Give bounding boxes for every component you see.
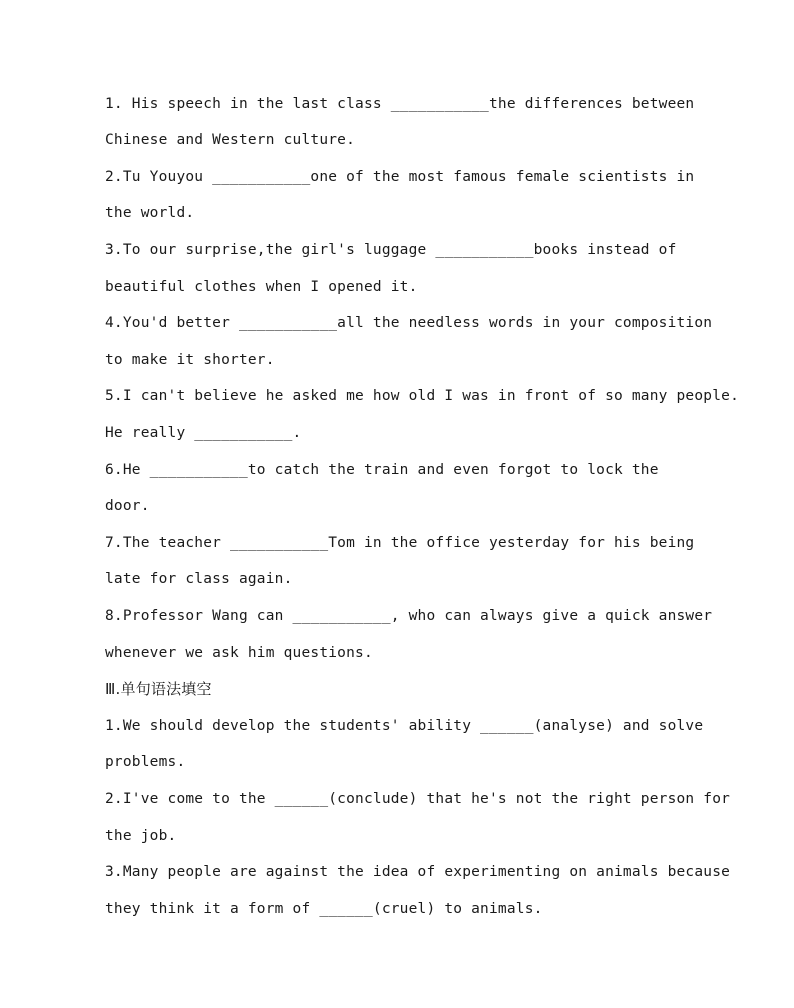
grammar-1-line-2: problems. bbox=[105, 754, 186, 770]
question-2-line-1: 2.Tu Youyou ___________one of the most famous female scientists in bbox=[105, 169, 695, 185]
question-2-line-2: the world. bbox=[105, 205, 195, 221]
section-heading: Ⅲ.单句语法填空 bbox=[105, 680, 212, 698]
question-5-line-2: He really ___________. bbox=[105, 425, 302, 441]
question-6-line-1: 6.He ___________to catch the train and even forgot to lock the bbox=[105, 462, 659, 478]
question-3-line-2: beautiful clothes when I opened it. bbox=[105, 279, 418, 295]
question-4-line-1: 4.You'd better ___________all the needless words in your composition bbox=[105, 315, 713, 331]
question-3-line-1: 3.To our surprise,the girl's luggage ___________books instead of bbox=[105, 242, 677, 258]
question-7-line-1: 7.The teacher ___________Tom in the office yesterday for his being bbox=[105, 535, 695, 551]
question-7-line-2: late for class again. bbox=[105, 571, 293, 587]
grammar-2-line-2: the job. bbox=[105, 828, 177, 844]
question-4-line-2: to make it shorter. bbox=[105, 352, 275, 368]
question-8-line-1: 8.Professor Wang can ___________, who can always give a quick answer bbox=[105, 608, 713, 624]
grammar-2-line-1: 2.I've come to the ______(conclude) that he's not the right person for bbox=[105, 791, 731, 807]
question-8-line-2: whenever we ask him questions. bbox=[105, 645, 373, 661]
question-1-line-2: Chinese and Western culture. bbox=[105, 132, 356, 148]
question-5-line-1: 5.I can't believe he asked me how old I was in front of so many people. bbox=[105, 388, 740, 404]
question-1-line-1: 1. His speech in the last class ___________the differences between bbox=[105, 96, 695, 112]
grammar-3-line-1: 3.Many people are against the idea of experimenting on animals because bbox=[105, 864, 731, 880]
grammar-3-line-2: they think it a form of ______(cruel) to animals. bbox=[105, 901, 543, 917]
grammar-1-line-1: 1.We should develop the students' ability ______(analyse) and solve bbox=[105, 718, 704, 734]
question-6-line-2: door. bbox=[105, 498, 150, 514]
